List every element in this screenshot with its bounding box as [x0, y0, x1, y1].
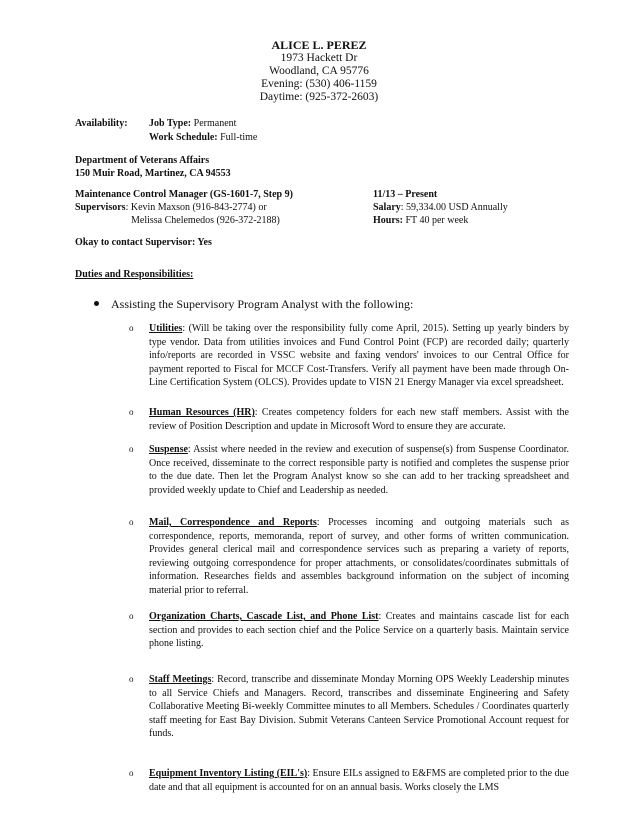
circle-bullet-icon: o — [129, 444, 134, 454]
duty-title: Mail, Correspondence and Reports — [149, 517, 317, 528]
address-line: 1973 Hackett Dr — [280, 52, 358, 64]
duty-title: Organization Charts, Cascade List, and Phone List — [149, 611, 379, 622]
duty-title: Suspense — [149, 444, 188, 455]
evening-phone: Evening: (530) 406-1159 — [261, 78, 377, 90]
duty-text: : (Will be taking over the responsibility fully come April, 2015). Setting up yearly binders by type vendor. Data from utilities invoices and Fund Control Point (FCP) are recorded daily; quarterly info/reports are recorded in VSSC website and faxing vendors' invoices to our Central Office for payment reported to Fiscal for MCCF Cost-Transfers. Verify all payment have been made through On-Line Certification System (OLCS). Provides update to VISN 21 Energy Manager via excel spreadsheet. — [149, 323, 569, 389]
salary-line — [373, 201, 508, 215]
duty-text: : Creates and maintains cascade list for each section and provides to each section chief and the Police Service on a quarterly basis. Maintain service phone listing. — [149, 611, 569, 650]
contact-permission: Okay to contact Supervisor: Yes — [75, 237, 212, 248]
daytime-phone: Daytime: (925-372-2603) — [259, 91, 379, 103]
supervisors-line — [75, 201, 267, 215]
duty-text: : Record, transcribe and disseminate Monday Morning OPS Weekly Leadership minutes to all Service Chiefs and Managers. Record, transcribes and disseminate Engineering and Safety Collaborative Meeting Bi-weekly Committee minutes to all Members. Schedules / Coordinates quarterly staff meeting for East Bay Division. Submit Veterans Canteen Service Promotional Account request for funds. — [149, 674, 569, 740]
circle-bullet-icon: o — [129, 323, 134, 333]
availability-label: Availability: — [75, 118, 128, 129]
job-title: Maintenance Control Manager (GS-1601-7, Step 9) — [75, 189, 293, 200]
work-schedule-label: Work Schedule: — [149, 132, 218, 143]
salary-label: Salary — [373, 202, 401, 213]
hours-value: FT 40 per week — [405, 215, 469, 226]
salary-value: : 59,334.00 USD Annually — [400, 202, 508, 213]
hours-label: Hours: — [373, 215, 403, 226]
city-line: Woodland, CA 95776 — [269, 65, 369, 77]
duty-title: Human Resources (HR) — [149, 407, 255, 418]
department-name: Department of Veterans Affairs — [75, 155, 210, 166]
work-schedule-line — [149, 131, 257, 145]
duty-title: Utilities — [149, 323, 183, 334]
applicant-name: ALICE L. PEREZ — [271, 38, 367, 52]
hours-line — [373, 214, 468, 228]
duties-heading: Duties and Responsibilities: — [75, 269, 194, 280]
work-schedule-value: Full-time — [220, 132, 258, 143]
job-dates: 11/13 – Present — [373, 189, 438, 200]
supervisors-label: Supervisors — [75, 202, 126, 213]
supervisor-primary: : Kevin Maxson (916-843-2774) or — [125, 202, 267, 213]
job-type-value: Permanent — [193, 118, 237, 129]
circle-bullet-icon: o — [129, 674, 134, 684]
bullet-icon — [94, 301, 99, 306]
duty-title: Equipment Inventory Listing (EIL's) — [149, 768, 308, 779]
duty-text: : Assist where needed in the review and execution of suspense(s) from Suspense Coordinator. Once received, disseminate to the correct responsible party is notified and completes the suspense prior to the due date. Then let the Program Analyst know so she can add to her tracking spreadsheet and provided weekly update to Chief and Leadership as needed. — [149, 444, 569, 496]
circle-bullet-icon: o — [129, 768, 134, 778]
department-address: 150 Muir Road, Martinez, CA 94553 — [75, 168, 231, 179]
duty-text: : Creates competency folders for each new staff members. Assist with the review of Position Description and update in Microsoft Word to ensure they are accurate. — [149, 407, 569, 432]
supervisor-secondary: Melissa Chelemedos (926-372-2188) — [131, 215, 280, 226]
circle-bullet-icon: o — [129, 517, 134, 527]
job-type-line — [149, 117, 236, 131]
duties-bullet — [94, 297, 413, 312]
job-type-label: Job Type: — [149, 118, 192, 129]
circle-bullet-icon: o — [129, 611, 134, 621]
duty-text: : Ensure EILs assigned to E&FMS are completed prior to the due date and that all equipment is accounted for on an annual basis. Works closely the LMS — [149, 768, 569, 793]
duties-bullet-text: Assisting the Supervisory Program Analyst with the following: — [111, 297, 414, 311]
duty-title: Staff Meetings — [149, 674, 212, 685]
circle-bullet-icon: o — [129, 407, 134, 417]
duty-text: : Processes incoming and outgoing materials such as correspondence, reports, memoranda, report of survey, and other forms of written communication. Provides general clerical mail and correspondence services such as preparing a variety of reports, reviewing outgoing correspondence for proper attachments, or consolidates/coordinates submittals of information. Researches fields and assembles background information on the subject of incoming material prior to referral. — [149, 517, 569, 596]
